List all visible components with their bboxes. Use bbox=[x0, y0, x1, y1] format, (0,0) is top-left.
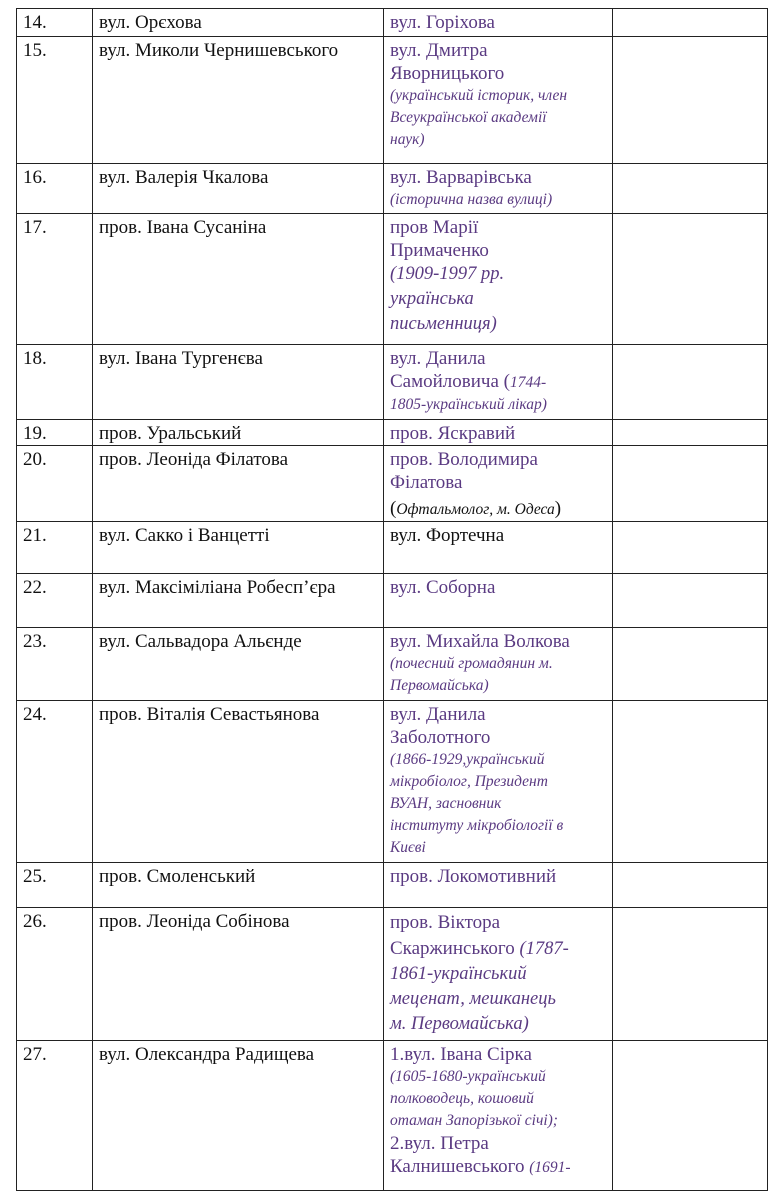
table-row bbox=[17, 628, 768, 701]
note-line: 1861-український bbox=[390, 964, 527, 984]
old-name: пров. Леоніда Собінова bbox=[93, 908, 384, 1041]
table-row bbox=[17, 345, 768, 420]
inline-note: Офтальмолог, м. Одеса bbox=[396, 501, 555, 518]
table-row bbox=[17, 863, 768, 908]
empty-cell bbox=[613, 214, 768, 345]
row-number: 22. bbox=[17, 574, 93, 628]
new-name-line: вул. Дмитра bbox=[390, 40, 488, 61]
empty-cell bbox=[613, 420, 768, 446]
new-name-line: Яворницького bbox=[390, 63, 505, 84]
old-name: вул. Сальвадора Альєнде bbox=[93, 628, 384, 701]
new-name-line: Заболотного bbox=[390, 727, 491, 748]
old-name: вул. Олександра Радищева bbox=[93, 1041, 384, 1191]
table-row bbox=[17, 164, 768, 214]
note-line: (історична назва вулиці) bbox=[390, 191, 553, 208]
old-name: вул. Миколи Чернишевського bbox=[93, 37, 384, 164]
new-name bbox=[384, 522, 613, 574]
new-name-line: 1.вул. Івана Сірка bbox=[390, 1044, 532, 1065]
empty-cell bbox=[613, 574, 768, 628]
new-name-line: Філатова bbox=[390, 472, 463, 493]
old-name: пров. Смоленський bbox=[93, 863, 384, 908]
new-name-line: пров. Локомотивний bbox=[390, 866, 557, 887]
new-name-line: Примаченко bbox=[390, 240, 489, 261]
new-name-line: вул. Данила bbox=[390, 348, 486, 369]
row-number: 21. bbox=[17, 522, 93, 574]
new-name-line: вул. Фортечна bbox=[390, 525, 505, 546]
row-number: 24. bbox=[17, 701, 93, 863]
empty-cell bbox=[613, 522, 768, 574]
note-line: інституту мікробіології в bbox=[390, 817, 564, 834]
old-name: вул. Валерія Чкалова bbox=[93, 164, 384, 214]
note-line: українська bbox=[390, 289, 474, 309]
new-name-line: вул. Варварівська bbox=[390, 167, 532, 188]
old-name: пров. Леоніда Філатова bbox=[93, 446, 384, 522]
note-line: (український історик, член bbox=[390, 87, 568, 104]
note-line bbox=[390, 497, 606, 521]
new-name-line bbox=[390, 936, 606, 962]
table-row bbox=[17, 37, 768, 164]
table-row bbox=[17, 908, 768, 1041]
new-name-line: вул. Данила bbox=[390, 704, 486, 725]
row-number: 19. bbox=[17, 420, 93, 446]
row-number: 14. bbox=[17, 9, 93, 37]
old-name: вул. Максіміліана Робесп’єра bbox=[93, 574, 384, 628]
new-name-line: пров. Володимира bbox=[390, 449, 538, 470]
note-line: мікробіолог, Президент bbox=[390, 773, 548, 790]
note-line: 1805-український лікар) bbox=[390, 396, 547, 413]
old-name: пров. Уральський bbox=[93, 420, 384, 446]
new-name-line: вул. Михайла Волкова bbox=[390, 631, 570, 652]
note-line: меценат, мешканець bbox=[390, 989, 556, 1009]
row-number: 26. bbox=[17, 908, 93, 1041]
paren-open: ( bbox=[390, 498, 397, 519]
row-number: 15. bbox=[17, 37, 93, 164]
row-number: 20. bbox=[17, 446, 93, 522]
new-name-line: пров. Віктора bbox=[390, 912, 501, 933]
note-line: Києві bbox=[390, 839, 426, 856]
new-name-text: Калнишевського bbox=[390, 1156, 530, 1177]
note-line: (1605-1680-український bbox=[390, 1068, 546, 1085]
empty-cell bbox=[613, 908, 768, 1041]
new-name-text: Самойловича ( bbox=[390, 371, 510, 392]
row-number: 17. bbox=[17, 214, 93, 345]
old-name: вул. Орєхова bbox=[93, 9, 384, 37]
new-name-text: Скаржинського bbox=[390, 938, 520, 959]
new-name-line: пров Марії bbox=[390, 217, 479, 238]
new-name bbox=[384, 345, 613, 420]
row-number: 23. bbox=[17, 628, 93, 701]
new-name-line: 2.вул. Петра bbox=[390, 1133, 489, 1154]
new-name bbox=[384, 420, 613, 446]
new-name-line bbox=[390, 370, 606, 394]
table-row bbox=[17, 446, 768, 522]
table-row bbox=[17, 522, 768, 574]
empty-cell bbox=[613, 9, 768, 37]
table-row bbox=[17, 214, 768, 345]
new-name-line: пров. Яскравий bbox=[390, 423, 516, 444]
old-name: вул. Сакко і Ванцетті bbox=[93, 522, 384, 574]
note-line: ВУАН, засновник bbox=[390, 795, 502, 812]
row-number: 25. bbox=[17, 863, 93, 908]
note-line: Всеукраїнської академії bbox=[390, 109, 547, 126]
empty-cell bbox=[613, 345, 768, 420]
inline-note: (1691- bbox=[529, 1159, 571, 1176]
old-name: вул. Івана Тургенєва bbox=[93, 345, 384, 420]
row-number: 27. bbox=[17, 1041, 93, 1191]
new-name bbox=[384, 37, 613, 164]
row-number: 16. bbox=[17, 164, 93, 214]
row-number: 18. bbox=[17, 345, 93, 420]
paren-close: ) bbox=[554, 498, 562, 519]
new-name bbox=[384, 701, 613, 863]
old-name: пров. Івана Сусаніна bbox=[93, 214, 384, 345]
note-line: полководець, кошовий bbox=[390, 1090, 534, 1107]
note-line: отаман Запорізької січі); bbox=[390, 1112, 558, 1129]
new-name-line bbox=[390, 1155, 606, 1179]
new-name bbox=[384, 574, 613, 628]
new-name bbox=[384, 164, 613, 214]
note-line: (1866-1929,український bbox=[390, 751, 545, 768]
table-row bbox=[17, 574, 768, 628]
note-line: наук) bbox=[390, 131, 425, 148]
table-row bbox=[17, 701, 768, 863]
note-line: (1909-1997 рр. bbox=[390, 264, 505, 284]
empty-cell bbox=[613, 628, 768, 701]
empty-cell bbox=[613, 37, 768, 164]
new-name bbox=[384, 9, 613, 37]
new-name bbox=[384, 1041, 613, 1191]
empty-cell bbox=[613, 1041, 768, 1191]
new-name bbox=[384, 863, 613, 908]
inline-note: 1744- bbox=[509, 374, 547, 391]
empty-cell bbox=[613, 701, 768, 863]
new-name bbox=[384, 908, 613, 1041]
empty-cell bbox=[613, 446, 768, 522]
new-name-line: вул. Горіхова bbox=[390, 12, 495, 33]
old-name: пров. Віталія Севастьянова bbox=[93, 701, 384, 863]
new-name bbox=[384, 628, 613, 701]
new-name bbox=[384, 446, 613, 522]
table-row bbox=[17, 420, 768, 446]
empty-cell bbox=[613, 164, 768, 214]
note-line: (почесний громадянин м. bbox=[390, 655, 553, 672]
empty-cell bbox=[613, 863, 768, 908]
note-line: м. Первомайська) bbox=[390, 1014, 529, 1034]
table-row bbox=[17, 1041, 768, 1191]
new-name bbox=[384, 214, 613, 345]
note-line: письменниця) bbox=[390, 314, 497, 334]
table-row bbox=[17, 9, 768, 37]
new-name-line: вул. Соборна bbox=[390, 577, 496, 598]
note-line: Первомайська) bbox=[390, 677, 489, 694]
renaming-table bbox=[16, 8, 768, 1191]
inline-note: (1787- bbox=[519, 939, 569, 959]
